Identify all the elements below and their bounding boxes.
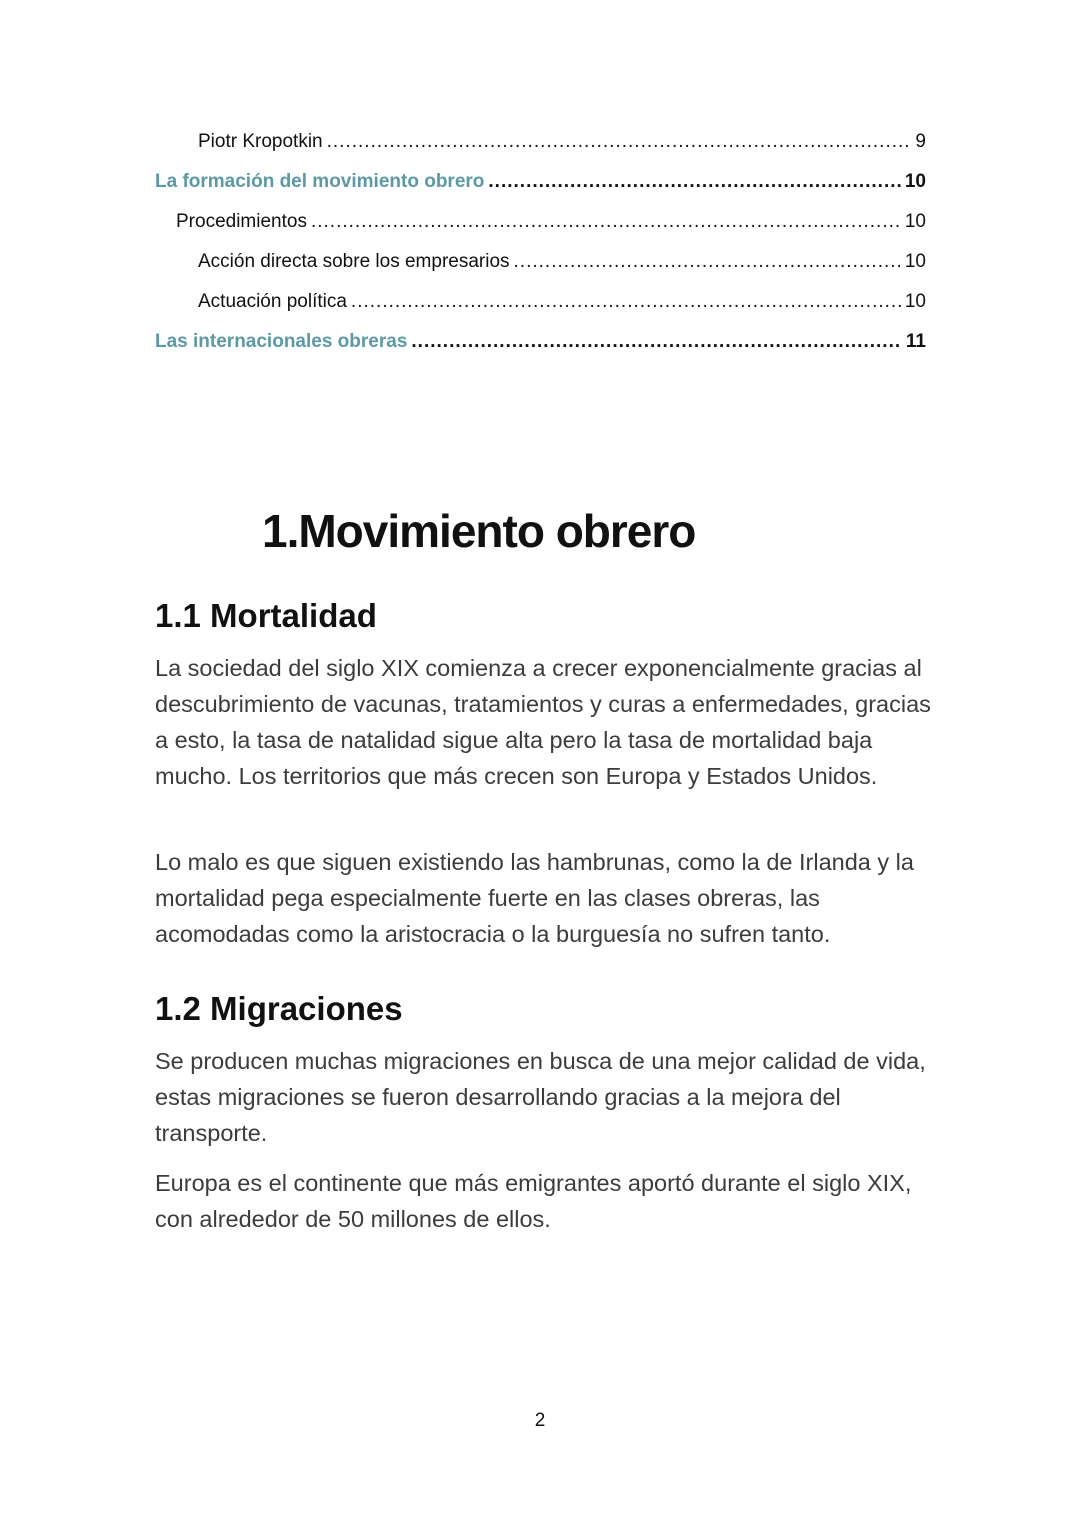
toc-entry-page: 10 bbox=[904, 171, 926, 192]
toc-entry[interactable] bbox=[155, 329, 926, 355]
toc-leader-dots bbox=[488, 169, 900, 195]
toc-leader-dots bbox=[311, 209, 901, 235]
toc-entry[interactable] bbox=[198, 249, 926, 275]
toc-entry-label: Acción directa sobre los empresarios bbox=[198, 251, 510, 272]
toc-entry-label: Las internacionales obreras bbox=[155, 331, 408, 352]
toc-entry-page: 10 bbox=[904, 291, 926, 312]
toc-entry-label: Procedimientos bbox=[176, 211, 307, 232]
toc-entry-label: Piotr Kropotkin bbox=[198, 131, 323, 152]
page-number: 2 bbox=[534, 1410, 546, 1431]
toc-entry-page: 9 bbox=[915, 131, 926, 152]
paragraph: Lo malo es que siguen existiendo las hambrunas, como la de Irlanda y la mortalidad pega especialmente fuerte en las clases obreras, las acomodadas como la aristocracia o la burguesía no sufren tanto. bbox=[155, 849, 914, 947]
paragraph: La sociedad del siglo XIX comienza a crecer exponencialmente gracias al descubrimiento de vacunas, tratamientos y curas a enfermedades, gracias a esto, la tasa de natalidad sigue alta pero la tasa de mortalidad baja mucho. Los territorios que más crecen son Europa y Estados Unidos. bbox=[155, 655, 931, 789]
toc-entry-label: La formación del movimiento obrero bbox=[155, 171, 485, 192]
section-title: 1.1 Mortalidad bbox=[155, 597, 377, 634]
paragraph: Europa es el continente que más emigrantes aportó durante el siglo XIX, con alrededor de 50 millones de ellos. bbox=[155, 1170, 912, 1232]
toc-entry-label: Actuación política bbox=[198, 291, 347, 312]
section-title: 1.2 Migraciones bbox=[155, 990, 403, 1027]
toc-entry[interactable] bbox=[176, 209, 926, 235]
toc-leader-dots bbox=[514, 249, 901, 275]
toc-leader-dots bbox=[411, 329, 902, 355]
toc-entry[interactable] bbox=[198, 289, 926, 315]
paragraph: Se producen muchas migraciones en busca de una mejor calidad de vida, estas migraciones se fueron desarrollando gracias a la mejora del transporte. bbox=[155, 1048, 926, 1146]
toc-leader-dots bbox=[327, 129, 912, 155]
toc-leader-dots bbox=[351, 289, 901, 315]
toc-entry[interactable] bbox=[155, 169, 926, 195]
toc-entry-page: 10 bbox=[904, 251, 926, 272]
toc-entry-page: 11 bbox=[905, 331, 926, 352]
toc-entry[interactable] bbox=[198, 129, 926, 155]
toc-entry-page: 10 bbox=[904, 211, 926, 232]
chapter-title: 1.Movimiento obrero bbox=[262, 505, 696, 557]
